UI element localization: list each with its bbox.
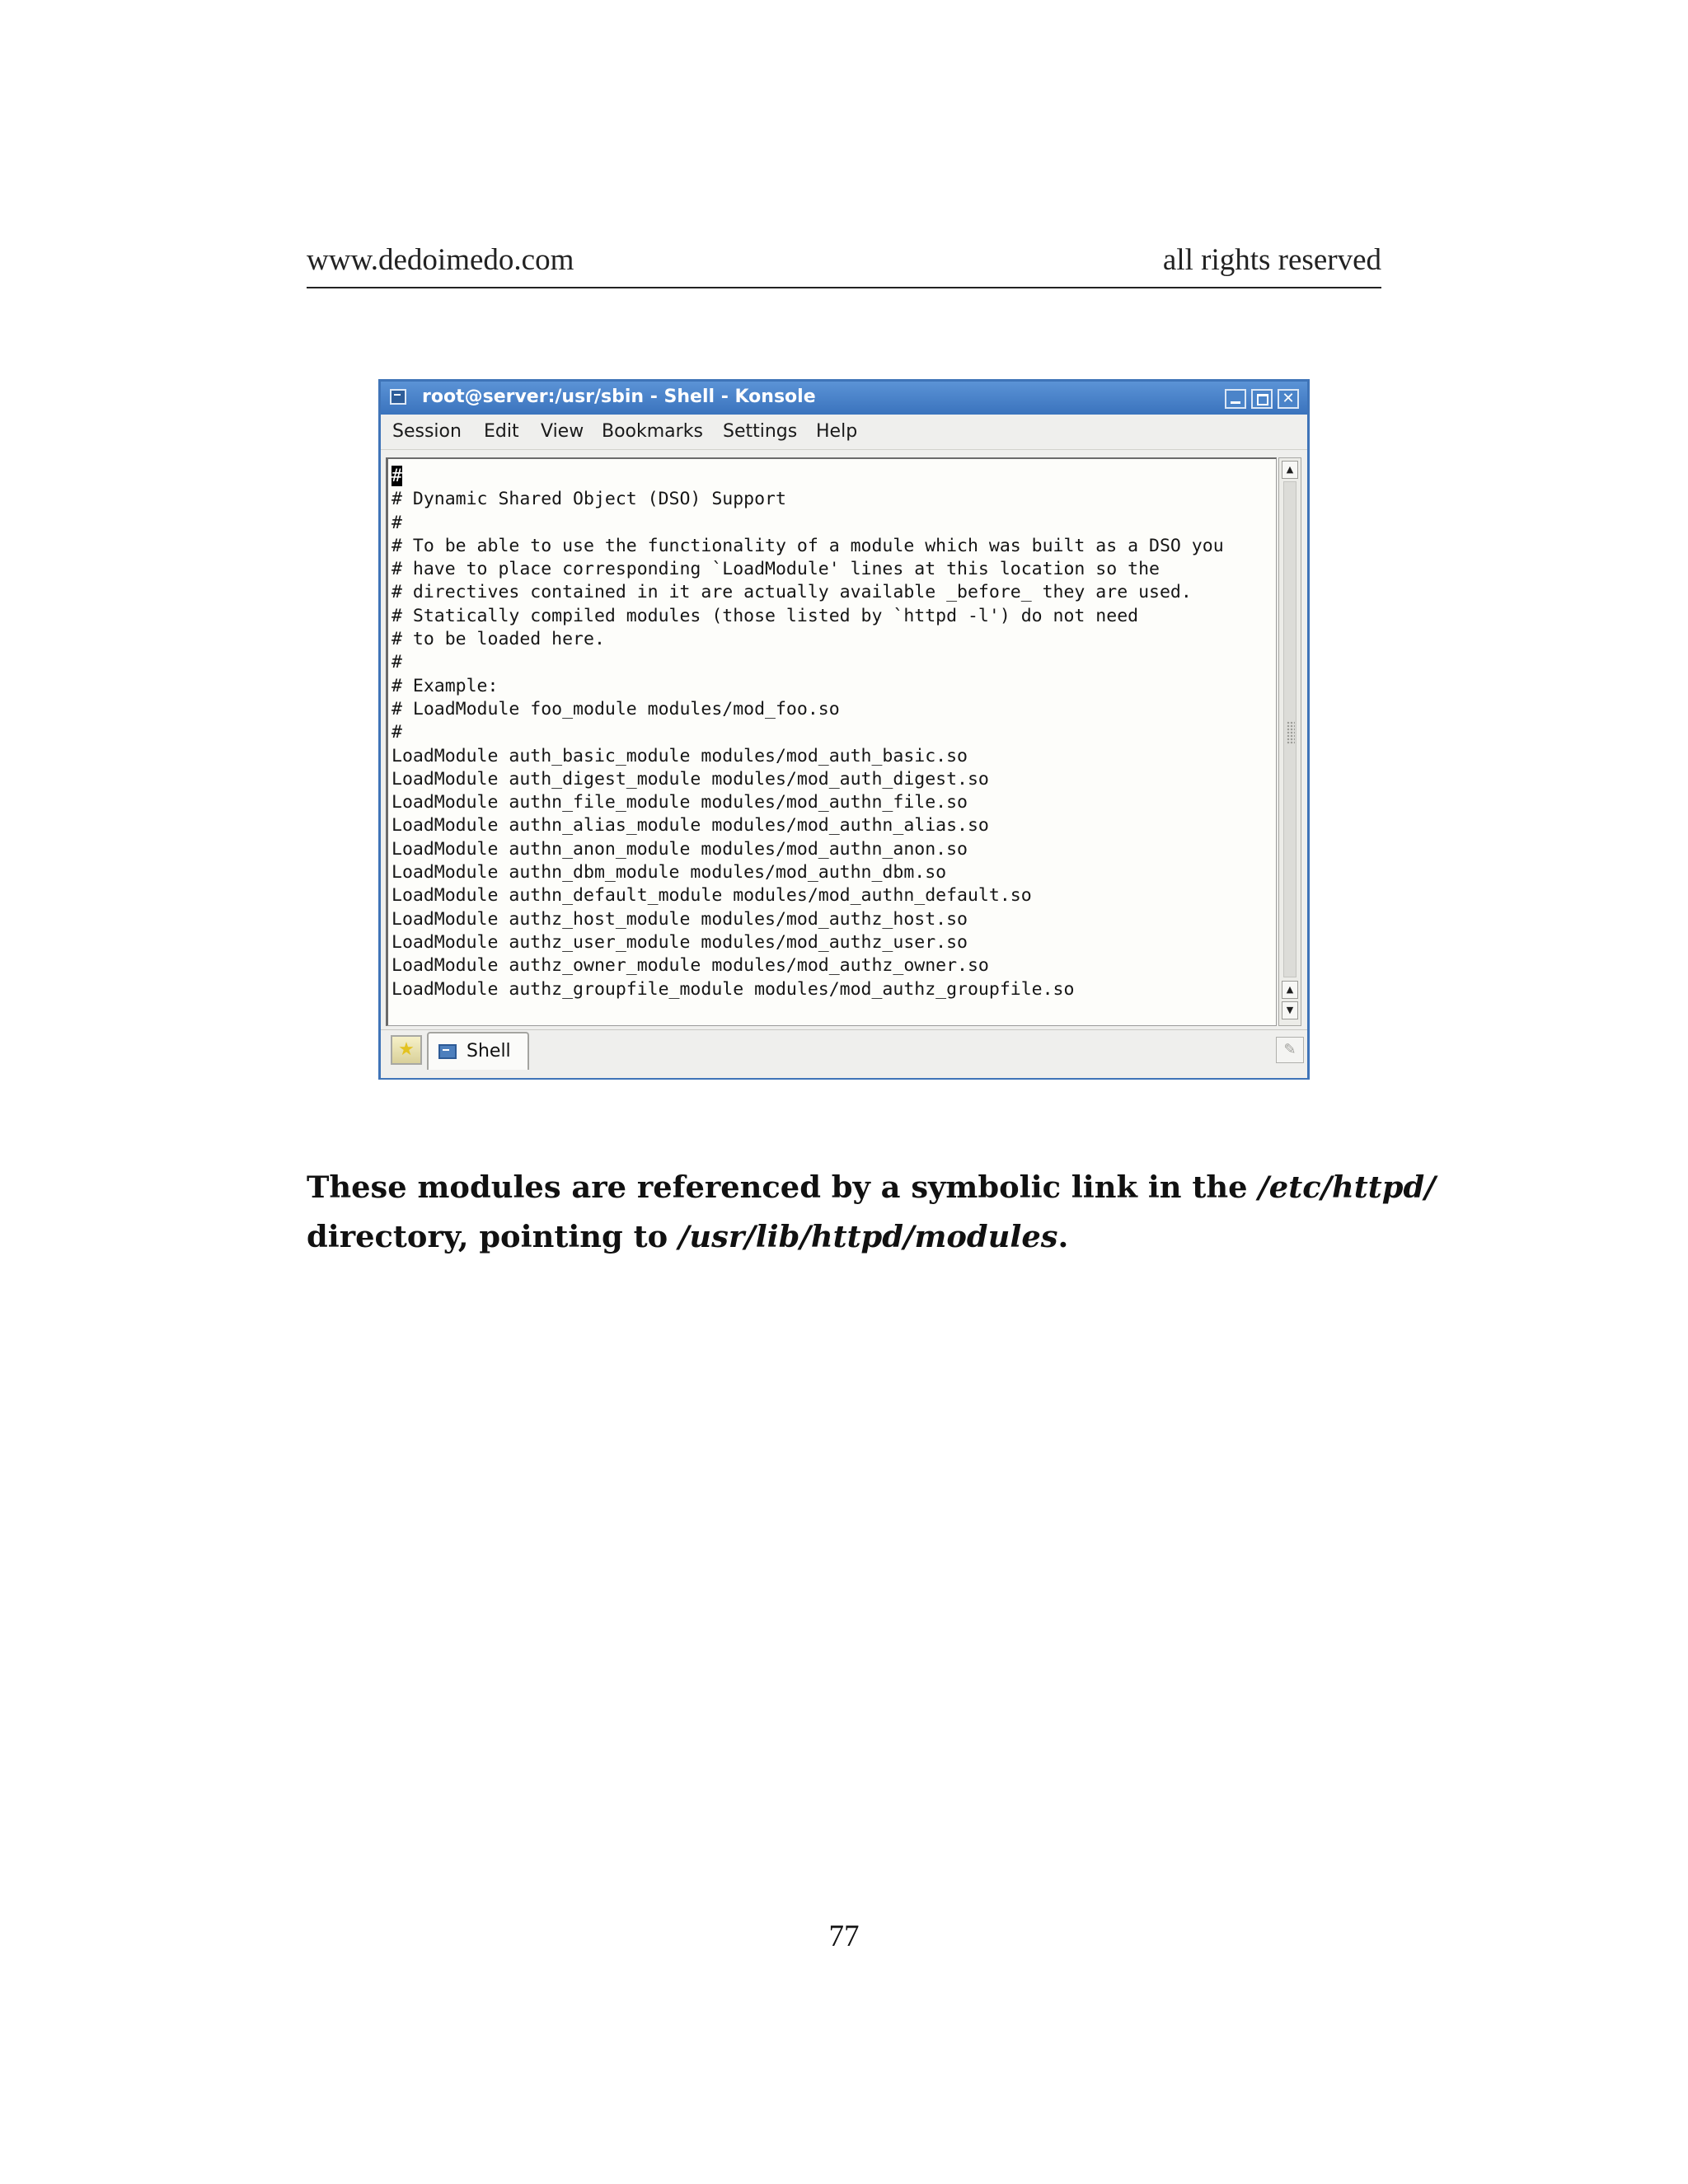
menu-help[interactable]: Help [816, 421, 858, 442]
terminal-line: LoadModule authn_alias_module modules/mod_authn_alias.so [392, 815, 989, 837]
body-text-2: directory, pointing to [307, 1218, 678, 1254]
path-modules: /usr/lib/httpd/modules [678, 1218, 1058, 1254]
terminal-scrollbar[interactable] [1278, 457, 1301, 1026]
menu-view[interactable]: View [541, 421, 584, 442]
terminal-line: LoadModule authn_dbm_module modules/mod_authn_dbm.so [392, 862, 947, 883]
scroll-grip-icon[interactable] [1287, 721, 1295, 744]
terminal-line: LoadModule authn_file_module modules/mod_authn_file.so [392, 792, 968, 813]
konsole-window [378, 379, 1310, 1080]
body-text-1: These modules are referenced by a symbolic link in the [307, 1169, 1259, 1205]
body-paragraph [307, 1162, 1436, 1261]
close-tab-icon[interactable]: ✎ [1276, 1037, 1304, 1063]
path-etc-httpd: /etc/httpd/ [1258, 1169, 1436, 1205]
maximize-icon[interactable] [1251, 389, 1273, 409]
window-titlebar[interactable] [381, 382, 1307, 415]
menu-edit[interactable]: Edit [484, 421, 519, 442]
terminal-line: LoadModule authz_host_module modules/mod_authz_host.so [392, 908, 968, 930]
terminal-line: LoadModule authz_user_module modules/mod_authz_user.so [392, 931, 968, 953]
rights-notice: all rights reserved [1162, 243, 1381, 277]
terminal-line: LoadModule auth_basic_module modules/mod_auth_basic.so [392, 745, 968, 766]
terminal-line: LoadModule authz_groupfile_module modules/mod_authz_groupfile.so [392, 978, 1075, 1000]
window-title: root@server:/usr/sbin - Shell - Konsole [422, 387, 816, 407]
terminal-line: # [392, 722, 402, 743]
close-icon[interactable]: ✕ [1278, 389, 1299, 409]
terminal-line [392, 465, 1224, 488]
terminal-line: # To be able to use the functionality of a module which was built as a DSO you [392, 535, 1224, 556]
terminal-icon[interactable] [390, 389, 406, 405]
body-text-3: . [1057, 1218, 1069, 1254]
terminal-tab-icon [438, 1044, 457, 1059]
terminal-line: # Example: [392, 675, 499, 696]
terminal-line: LoadModule authn_default_module modules/mod_authn_default.so [392, 885, 1032, 907]
terminal-line: LoadModule authz_owner_module modules/mod_authz_owner.so [392, 955, 989, 977]
tab-shell-label: Shell [467, 1041, 511, 1062]
site-url: www.dedoimedo.com [307, 243, 574, 277]
scroll-up-icon[interactable]: ▲ [1282, 461, 1298, 479]
tab-shell[interactable] [427, 1032, 529, 1070]
terminal-line: # LoadModule foo_module modules/mod_foo.so [392, 698, 840, 719]
terminal-line: # have to place corresponding `LoadModule' lines at this location so the [392, 559, 1160, 580]
page-header [307, 241, 1381, 288]
terminal-line: # directives contained in it are actually available _before_ they are used. [392, 582, 1192, 603]
terminal-line: # [392, 512, 402, 533]
terminal-line: # Statically compiled modules (those listed by `httpd -l') do not need [392, 605, 1139, 626]
new-tab-icon[interactable]: ★ [391, 1035, 422, 1065]
scroll-track[interactable] [1283, 481, 1296, 977]
menu-session[interactable]: Session [392, 421, 462, 442]
menu-settings[interactable]: Settings [723, 421, 798, 442]
cursor: # [392, 466, 402, 486]
terminal-line: # Dynamic Shared Object (DSO) Support [392, 489, 786, 510]
terminal-line: LoadModule auth_digest_module modules/mod_auth_digest.so [392, 768, 989, 790]
tab-bar [381, 1029, 1307, 1078]
menubar [381, 415, 1307, 450]
scroll-down-icon[interactable]: ▼ [1282, 1001, 1298, 1019]
terminal-line: LoadModule authn_anon_module modules/mod_authn_anon.so [392, 838, 968, 860]
page-number: 77 [828, 1919, 860, 1953]
terminal-lines [392, 465, 1224, 1001]
menu-bookmarks[interactable]: Bookmarks [602, 421, 703, 442]
minimize-icon[interactable] [1225, 389, 1246, 409]
terminal-line: # [392, 652, 402, 673]
terminal-output[interactable] [386, 457, 1277, 1026]
scroll-up-lower-icon[interactable]: ▲ [1282, 981, 1298, 999]
terminal-line: # to be loaded here. [392, 629, 605, 650]
